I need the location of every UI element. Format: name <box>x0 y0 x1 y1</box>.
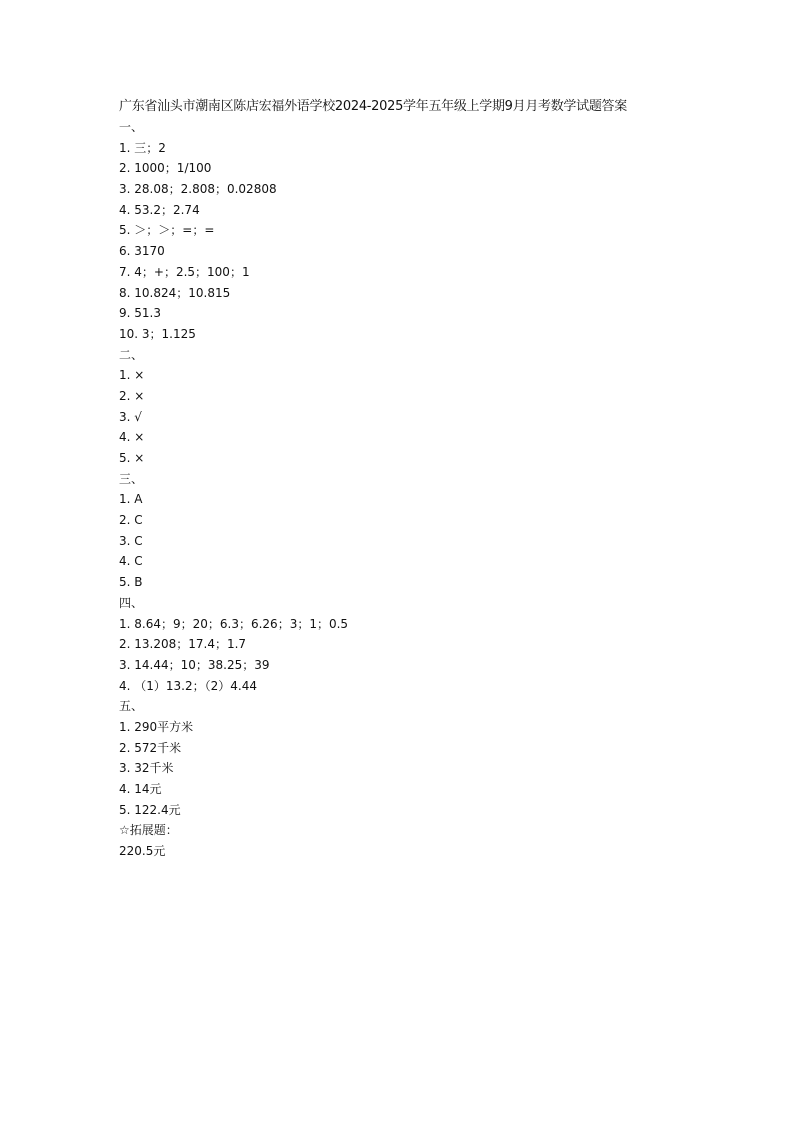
answer-item: 1. × <box>119 368 145 383</box>
section-heading: 五、 <box>119 699 144 714</box>
section-heading: 一、 <box>119 120 144 134</box>
answer-item: 2. 1000；1/100 <box>119 161 212 176</box>
answer-item: 9. 51.3 <box>119 306 161 321</box>
answer-item: 5. ＞；＞；=；= <box>119 223 215 238</box>
answer-item: 2. C <box>119 513 143 528</box>
answer-item: 4. 53.2；2.74 <box>119 202 200 217</box>
answer-item: 2. 13.208；17.4；1.7 <box>119 637 247 652</box>
answer-item: 10. 3；1.125 <box>119 326 196 341</box>
answer-item: 8. 10.824；10.815 <box>119 285 231 300</box>
answer-item: 1. 8.64；9；20；6.3；6.26；3；1；0.5 <box>119 616 349 631</box>
section-heading: 二、 <box>119 347 144 362</box>
answer-item: 4. × <box>119 430 145 445</box>
answer-item: 1. A <box>119 492 143 507</box>
answer-item: 1. 290平方米 <box>119 719 194 734</box>
answer-item: 4. C <box>119 554 143 569</box>
answer-item: 4. 14元 <box>119 782 162 796</box>
answer-item: 3. C <box>119 533 143 548</box>
answer-item: 220.5元 <box>119 844 166 859</box>
answer-item: 5. B <box>119 575 143 590</box>
answer-sections <box>119 117 719 862</box>
answer-item: 1. 三；2 <box>119 140 166 155</box>
section-heading: ☆拓展题： <box>119 823 178 838</box>
answer-item: 3. 14.44；10；38.25；39 <box>119 657 270 672</box>
answer-document <box>119 97 719 862</box>
answer-item: 2. 572千米 <box>119 740 182 755</box>
answer-item: 3. 28.08；2.808；0.02808 <box>119 182 277 197</box>
answer-item: 5. 122.4元 <box>119 802 181 817</box>
answer-item: 2. × <box>119 388 145 403</box>
section-heading: 四、 <box>119 595 144 610</box>
document-title: 广东省汕头市潮南区陈店宏福外语学校2024-2025学年五年级上学期9月月考数学试题答案 <box>119 99 627 114</box>
answer-item: 4. （1）13.2；（2）4.44 <box>119 678 257 693</box>
answer-item: 7. 4；+；2.5；100；1 <box>119 264 250 279</box>
section-heading: 三、 <box>119 471 144 486</box>
answer-item: 5. × <box>119 451 145 465</box>
answer-item: 6. 3170 <box>119 244 165 259</box>
answer-item: 3. 32千米 <box>119 761 174 776</box>
answer-item: 3. √ <box>119 409 142 424</box>
